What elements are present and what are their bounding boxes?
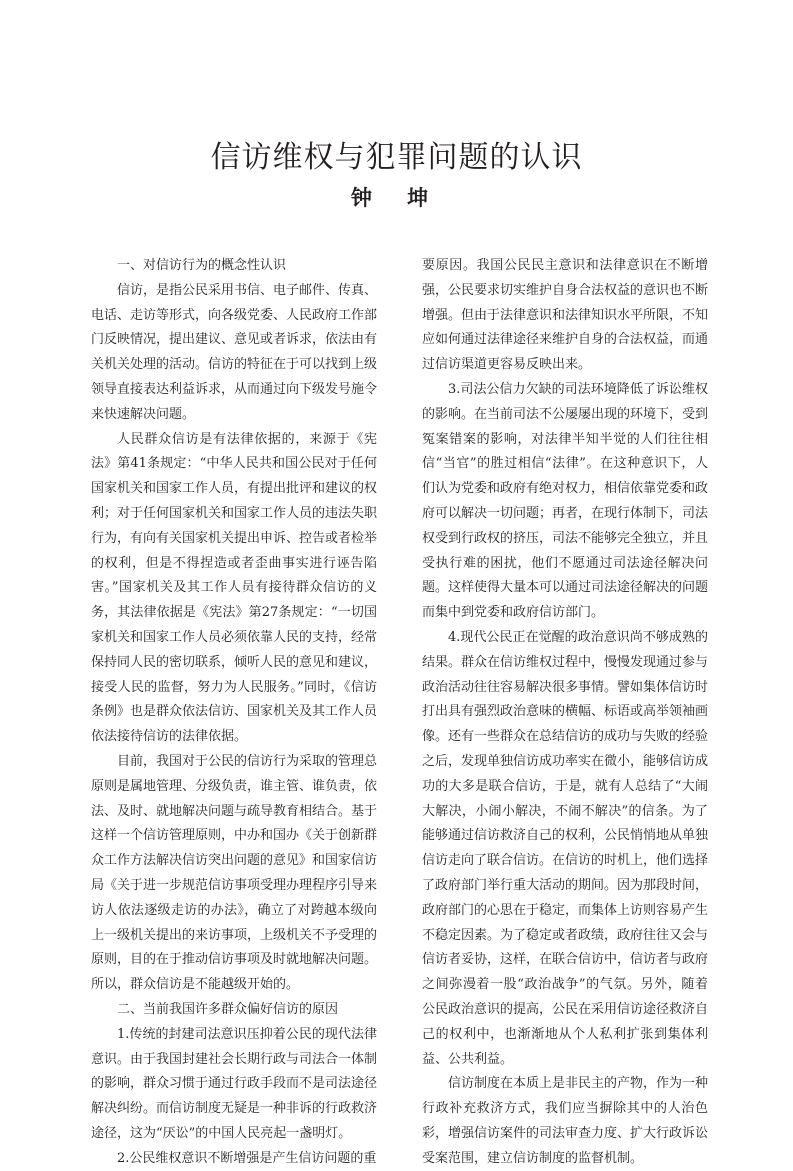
article-author: 钟 坤 <box>350 185 443 210</box>
paragraph: 4.现代公民正在觉醒的政治意识尚不够成熟的结果。群众在信访维权过程中，慢慢发现通过参与政治活动往往容易解决很多事情。譬如集体信访时打出具有强烈政治意味的横幅、标语或高举领袖画像。还有一些群众在总结信访的成功与失败的经验之后，发现单独信访成功率实在微小，能够信访成功的大多是联合信访，于是，就有人总结了“大闹大解决，小闹小解决，不闹不解决”的信条。为了能够通过信访救济自己的权利，公民悄悄地从单独信访走向了联合信访。在信访的时机上，他们选择了政府部门举行重大活动的期间。因为那段时间，政府部门的心思在于稳定，而集体上访则容易产生不稳定因素。为了稳定或者政绩，政府往往又会与信访者妥协，这样，在联合信访中，信访者与政府之间弥漫着一股“政治战争”的气氛。另外，随着公民政治意识的提高，公民在采用信访途径救济自己的权利中，也渐渐地从个人私利扩张到集体利益、公共利益。 <box>422 629 709 1067</box>
paragraph: 目前，我国对于公民的信访行为采取的管理总原则是属地管理、分级负责，谁主管、谁负责，依法、及时、就地解决问题与疏导教育相结合。基于这样一个信访管理原则，中办和国办《关于创新群众工作方法解决信访突出问题的意见》和国家信访局《关于进一步规范信访事项受理办理程序引导来访人依法逐级走访的办法》，确立了对跨越本级向上一级机关提出的来访事项，上级机关不予受理的原则，目的在于推动信访事项及时就地解决问题。所以，群众信访是不能越级开始的。 <box>91 753 378 993</box>
paragraph: 人民群众信访是有法律依据的，来源于《宪法》第41条规定：“中华人民共和国公民对于任何国家机关和国家工作人员，有提出批评和建议的权利；对于任何国家机关和国家工作人员的违法失职行为，有向有关国家机关提出申诉、控告或者检举的权利，但是不得捏造或者歪曲事实进行诬告陷害。”国家机关及其工作人员有接待群众信访的义务，其法律依据是《宪法》第27条规定：“一切国家机关和国家工作人员必须依靠人民的支持，经常保持同人民的密切联系，倾听人民的意见和建议，接受人民的监督，努力为人民服务。”同时，《信访条例》也是群众依法信访、国家机关及其工作人员依法接待信访的法律依据。 <box>91 431 378 745</box>
right-column <box>422 254 708 1171</box>
paragraph: 3.司法公信力欠缺的司法环境降低了诉讼维权的影响。在当前司法不公屡屡出现的环境下，受到冤案错案的影响，对法律半知半觉的人们往往相信“当官”的胜过相信“法律”。在这种意识下，人们认为党委和政府有绝对权力，相信依靠党委和政府可以解决一切问题；再者，在现行体制下，司法权受到行政权的挤压，司法不能够完全独立，并且受执行难的困扰，他们不愿通过司法途径解决问题。这样使得大量本可以通过司法途径解决的问题而集中到党委和政府信访部门。 <box>422 381 709 621</box>
paragraph-continued: 要原因。我国公民民主意识和法律意识在不断增强，公民要求切实维护自身合法权益的意识也不断增强。但由于法律意识和法律知识水平所限，不知应如何通过法律途径来维护自身的合法权益，而通过信访渠道更容易反映出来。 <box>422 258 709 373</box>
left-column <box>91 254 377 1171</box>
paragraph: 2.公民维权意识不断增强是产生信访问题的重 <box>117 1150 377 1166</box>
article-title: 信访维权与犯罪问题的认识 <box>210 140 583 175</box>
paragraph: 信访制度在本质上是非民主的产物，作为一种行政补充救济方式，我们应当摒除其中的人治色彩，增强信访案件的司法审查力度、扩大行政诉讼受案范围，建立信访制度的监督机制。 <box>422 1076 709 1166</box>
paragraph: 1.传统的封建司法意识压抑着公民的现代法律意识。由于我国封建社会长期行政与司法合一体制的影响，群众习惯于通过行政手段而不是司法途径解决纠纷。而信访制度无疑是一种非诉的行政救济途径，这为“厌讼”的中国人民亮起一盏明灯。 <box>91 1026 378 1141</box>
paragraph: 信访，是指公民采用书信、电子邮件、传真、电话、走访等形式，向各级党委、人民政府工作部门反映情况，提出建议、意见或者诉求，依法由有关机关处理的活动。信访的特征在于可以找到上级领导直接表达利益诉求，从而通过向下级发号施令来快速解决问题。 <box>91 282 378 422</box>
section-heading: 二、当前我国许多群众偏好信访的原因 <box>117 1001 339 1017</box>
section-heading: 一、对信访行为的概念性认识 <box>117 258 287 273</box>
